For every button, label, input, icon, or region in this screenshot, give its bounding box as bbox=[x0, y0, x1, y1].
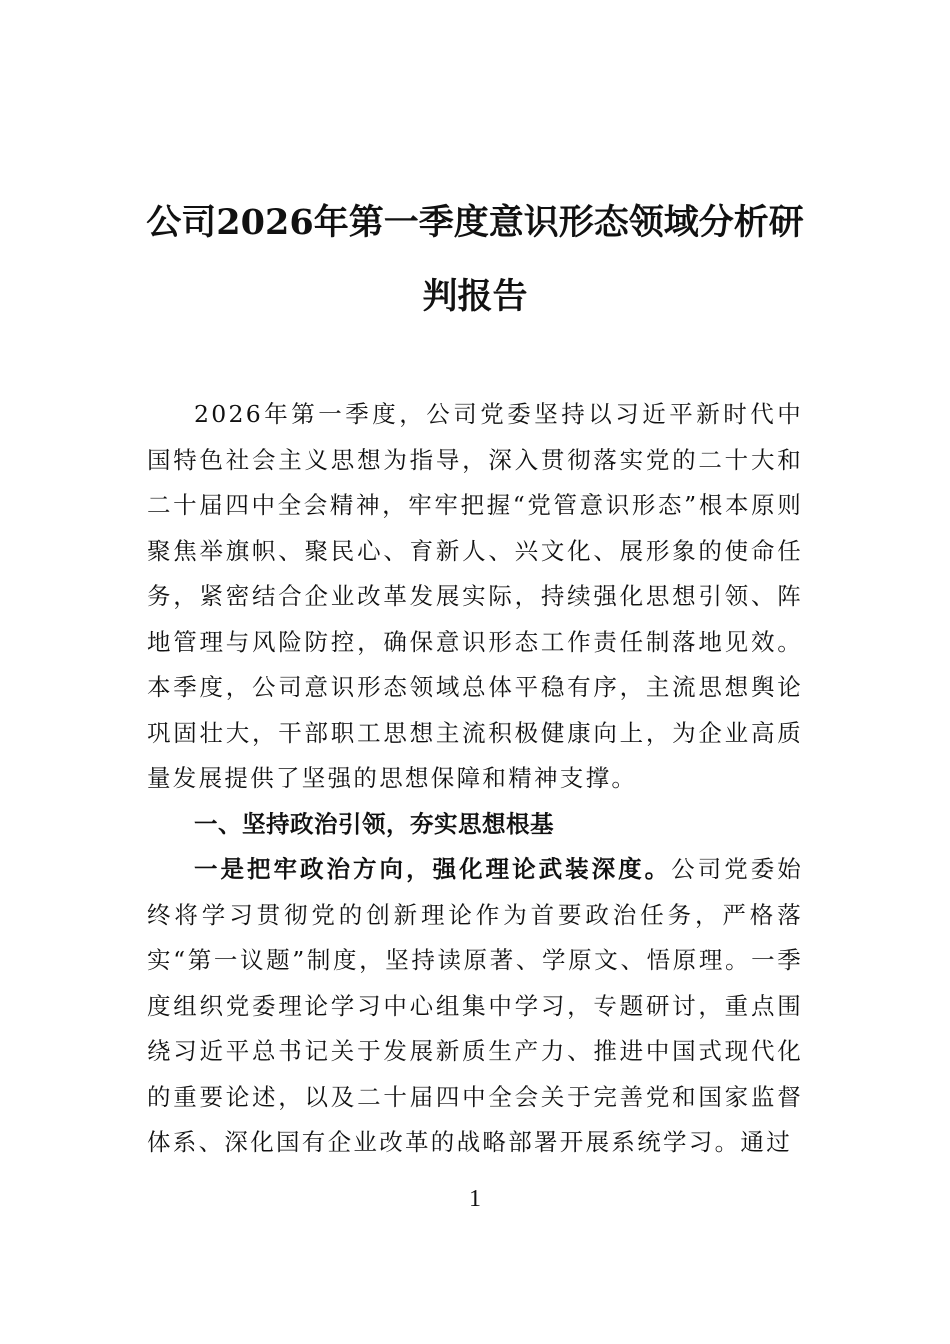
point-paragraph bbox=[147, 847, 803, 1166]
section-heading: 一、坚持政治引领，夯实思想根基 bbox=[194, 809, 554, 838]
point-lead: 一是把牢政治方向，强化理论武装深度。 bbox=[194, 855, 672, 883]
point-body: 公司党委始终将学习贯彻党的创新理论作为首要政治任务，严格落实“第一议题”制度，坚持读原著、学原文、悟原理。一季度组织党委理论学习中心组集中学习，专题研讨，重点围绕习近平总书记关于发展新质生产力、推进中国式现代化的重要论述，以及二十届四中全会关于完善党和国家监督体系、深化国有企业改革的战略部署开展系统学习。通过 bbox=[147, 855, 804, 1156]
page-number: 1 bbox=[469, 1186, 481, 1212]
document-title: 公司2026年第一季度意识形态领域分析研判报告 bbox=[146, 202, 804, 317]
intro-paragraph: 2026年第一季度，公司党委坚持以习近平新时代中国特色社会主义思想为指导，深入贯彻落实党的二十大和二十届四中全会精神，牢牢把握“党管意识形态”根本原则聚焦举旗帜、聚民心、育新人、兴文化、展形象的使命任务，紧密结合企业改革发展实际，持续强化思想引领、阵地管理与风险防控，确保意识形态工作责任制落地见效。本季度，公司意识形态领域总体平稳有序，主流思想舆论巩固壮大，干部职工思想主流积极健康向上，为企业高质量发展提供了坚强的思想保障和精神支撑。 bbox=[147, 400, 803, 792]
document-body bbox=[147, 392, 803, 1166]
